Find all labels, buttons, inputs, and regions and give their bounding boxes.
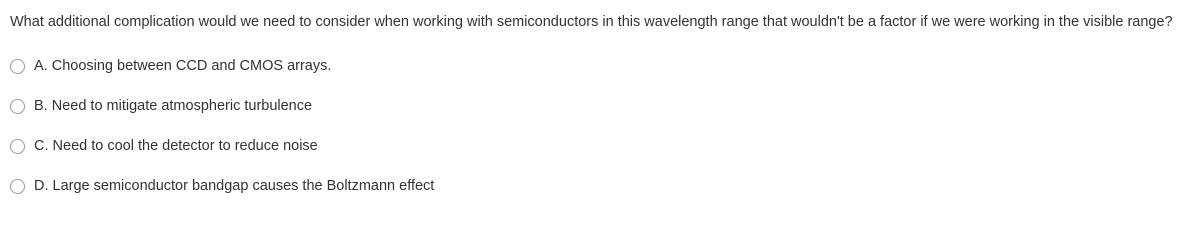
answer-option-b[interactable] [10,96,312,116]
radio-button-b[interactable] [10,99,25,114]
answer-option-c-label[interactable]: C. Need to cool the detector to reduce noise [34,138,318,154]
answer-option-d-label[interactable]: D. Large semiconductor bandgap causes the Boltzmann effect [34,178,435,194]
answer-option-a[interactable] [10,56,331,76]
answer-option-b-label[interactable]: B. Need to mitigate atmospheric turbulence [34,98,313,114]
answer-option-c[interactable] [10,136,318,156]
question-text: What additional complication would we need to consider when working with semiconductors in this wavelength range that wouldn't be a factor if we were working in the visible range? [10,14,1173,30]
answer-option-d[interactable] [10,176,434,196]
radio-button-a[interactable] [10,59,25,74]
radio-button-d[interactable] [10,179,25,194]
radio-button-c[interactable] [10,139,25,154]
answer-option-a-label[interactable]: A. Choosing between CCD and CMOS arrays. [34,58,332,74]
